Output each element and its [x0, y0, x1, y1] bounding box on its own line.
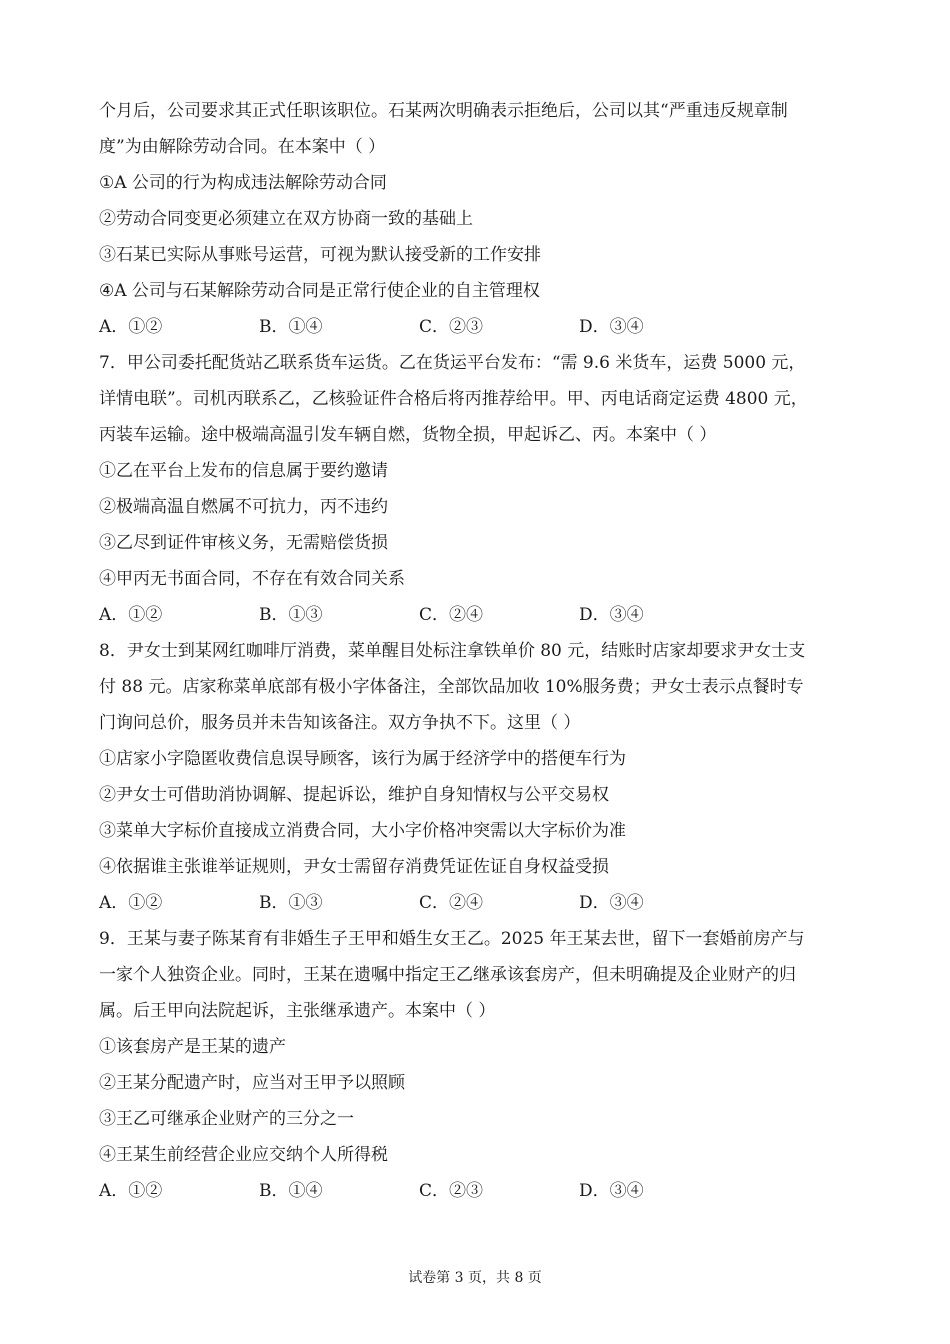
option-a: A．①②	[99, 605, 163, 625]
statement: ②极端高温自燃属不可抗力，丙不违约	[99, 497, 388, 517]
option-d: D．③④	[579, 317, 644, 337]
answer-options	[99, 309, 867, 345]
question-6	[99, 93, 867, 345]
statement: ③菜单大字标价直接成立消费合同，大小字价格冲突需以大字标价为准	[99, 821, 626, 841]
option-a: A．①②	[99, 1181, 163, 1201]
statement: ③石某已实际从事账号运营，可视为默认接受新的工作安排	[99, 245, 541, 265]
question-text-line: 详情电联”。司机丙联系乙，乙核验证件合格后将丙推荐给甲。甲、丙电话商定运费 4800 元，	[99, 389, 808, 409]
option-b: B．①③	[259, 893, 323, 913]
option-d: D．③④	[579, 605, 644, 625]
option-c: C．②④	[419, 605, 484, 625]
question-text-line: 丙装车运输。途中极端高温引发车辆自燃，货物全损，甲起诉乙、丙。本案中（ ）	[99, 425, 717, 445]
option-d: D．③④	[579, 893, 644, 913]
option-a: A．①②	[99, 893, 163, 913]
question-text-line: 付 88 元。店家称菜单底部有极小字体备注，全部饮品加收 10%服务费；尹女士表示点餐时专	[99, 677, 804, 697]
question-text-line: 属。后王甲向法院起诉，主张继承遗产。本案中（ ）	[99, 1001, 496, 1021]
statement: ③乙尽到证件审核义务，无需赔偿货损	[99, 533, 388, 553]
question-8	[99, 633, 867, 921]
statement: ③王乙可继承企业财产的三分之一	[99, 1109, 354, 1129]
option-b: B．①③	[259, 605, 323, 625]
statement: ①乙在平台上发布的信息属于要约邀请	[99, 461, 388, 481]
option-d: D．③④	[579, 1181, 644, 1201]
question-text-line: 一家个人独资企业。同时，王某在遗嘱中指定王乙继承该套房产，但未明确提及企业财产的归	[99, 965, 796, 985]
question-9	[99, 921, 867, 1209]
question-text-line: 7．甲公司委托配货站乙联系货车运货。乙在货运平台发布：“需 9.6 米货车，运费 5000 元，	[99, 353, 806, 373]
question-7	[99, 345, 867, 633]
question-text-line: 门询问总价，服务员并未告知该备注。双方争执不下。这里（ ）	[99, 713, 581, 733]
question-text-line: 个月后，公司要求其正式任职该职位。石某两次明确表示拒绝后，公司以其“严重违反规章制	[99, 101, 788, 121]
option-b: B．①④	[259, 1181, 323, 1201]
statement: ②尹女士可借助消协调解、提起诉讼，维护自身知情权与公平交易权	[99, 785, 609, 805]
page-footer: 试卷第 3 页，共 8 页	[408, 1270, 542, 1286]
question-text-line: 8．尹女士到某网红咖啡厅消费，菜单醒目处标注拿铁单价 80 元，结账时店家却要求尹女士支	[99, 641, 806, 661]
option-b: B．①④	[259, 317, 323, 337]
statement: ①A 公司的行为构成违法解除劳动合同	[99, 173, 387, 193]
answer-options	[99, 1173, 867, 1209]
exam-content	[99, 93, 867, 1209]
statement: ②王某分配遗产时，应当对王甲予以照顾	[99, 1073, 405, 1093]
option-c: C．②③	[419, 317, 484, 337]
option-c: C．②④	[419, 893, 484, 913]
answer-options	[99, 597, 867, 633]
statement: ①该套房产是王某的遗产	[99, 1037, 286, 1057]
option-c: C．②③	[419, 1181, 484, 1201]
statement: ②劳动合同变更必须建立在双方协商一致的基础上	[99, 209, 473, 229]
statement: ④依据谁主张谁举证规则，尹女士需留存消费凭证佐证自身权益受损	[99, 857, 609, 877]
statement: ①店家小字隐匿收费信息误导顾客，该行为属于经济学中的搭便车行为	[99, 749, 626, 769]
option-a: A．①②	[99, 317, 163, 337]
question-text-line: 9．王某与妻子陈某育有非婚生子王甲和婚生女王乙。2025 年王某去世，留下一套婚前房产与	[99, 929, 805, 949]
answer-options	[99, 885, 867, 921]
statement: ④A 公司与石某解除劳动合同是正常行使企业的自主管理权	[99, 281, 540, 301]
statement: ④王某生前经营企业应交纳个人所得税	[99, 1145, 388, 1165]
statement: ④甲丙无书面合同，不存在有效合同关系	[99, 569, 405, 589]
question-text-line: 度”为由解除劳动合同。在本案中（ ）	[99, 137, 386, 157]
